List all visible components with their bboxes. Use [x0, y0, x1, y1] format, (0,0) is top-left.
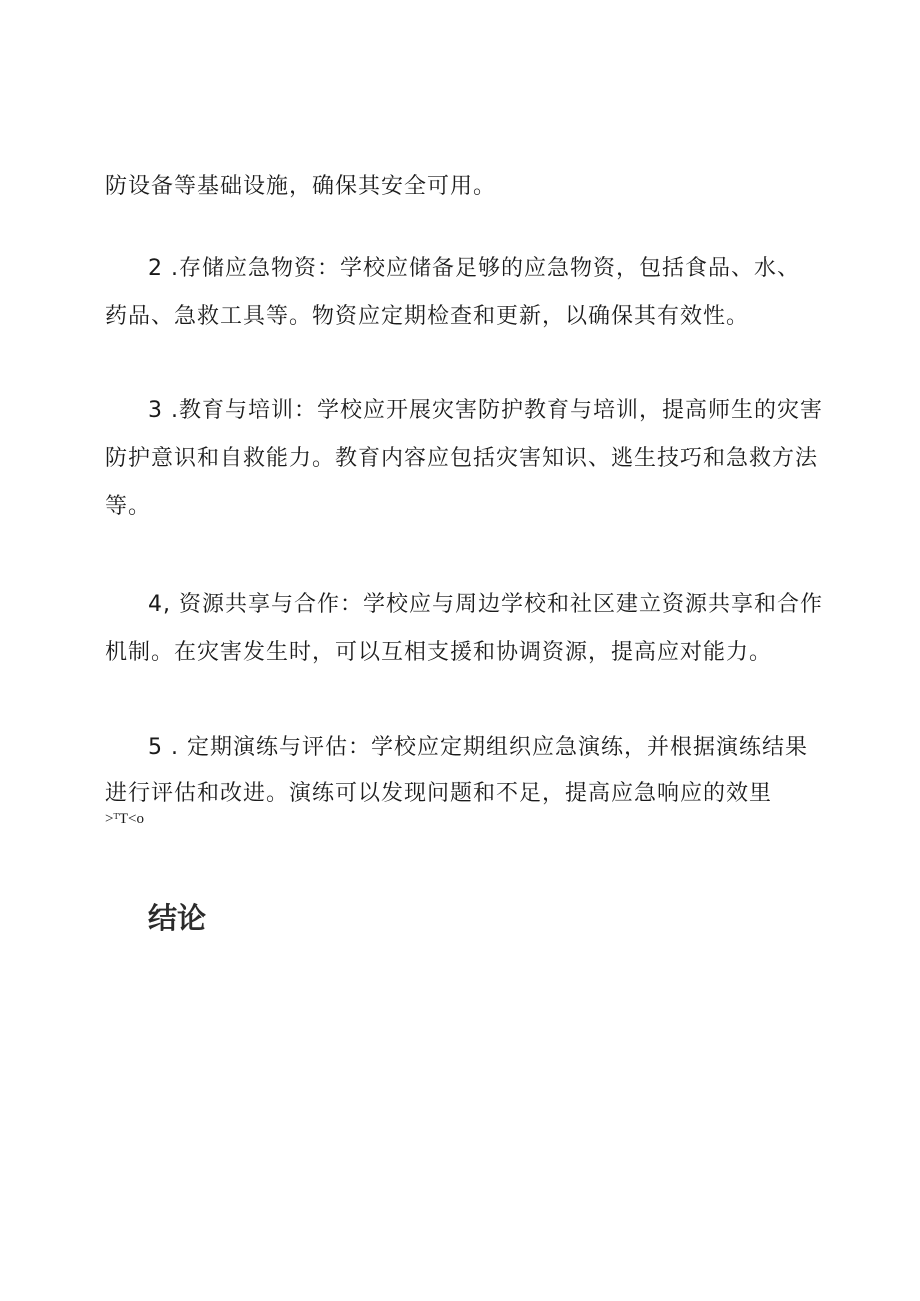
item-3-line-3: 等。 — [105, 494, 152, 519]
item-3-line-2: 防护意识和自救能力。教育内容应包括灾害知识、逃生技巧和急救方法 — [105, 446, 819, 471]
item-2-line-2: 药品、急救工具等。物资应定期检查和更新，以确保其有效性。 — [105, 304, 750, 329]
item-2-line-1: 2 .存储应急物资：学校应储备足够的应急物资，包括食品、水、 — [148, 256, 800, 281]
item-5-garbled-text: >ᵀT<o — [105, 811, 145, 827]
item-4-line-1: 4, 资源共享与合作：学校应与周边学校和社区建立资源共享和合作 — [148, 592, 823, 617]
section-heading-conclusion: 结论 — [148, 901, 207, 935]
intro-line: 防设备等基础设施，确保其安全可用。 — [105, 174, 497, 199]
item-3-line-1: 3 .教育与培训：学校应开展灾害防护教育与培训，提高师生的灾害 — [148, 398, 823, 423]
item-5-line-2: 进行评估和改进。演练可以发现问题和不足，提高应急响应的效里 — [105, 781, 773, 806]
item-4-line-2: 机制。在灾害发生时，可以互相支援和协调资源，提高应对能力。 — [105, 640, 773, 665]
item-5-line-1: 5 . 定期演练与评估：学校应定期组织应急演练，并根据演练结果 — [148, 735, 808, 760]
